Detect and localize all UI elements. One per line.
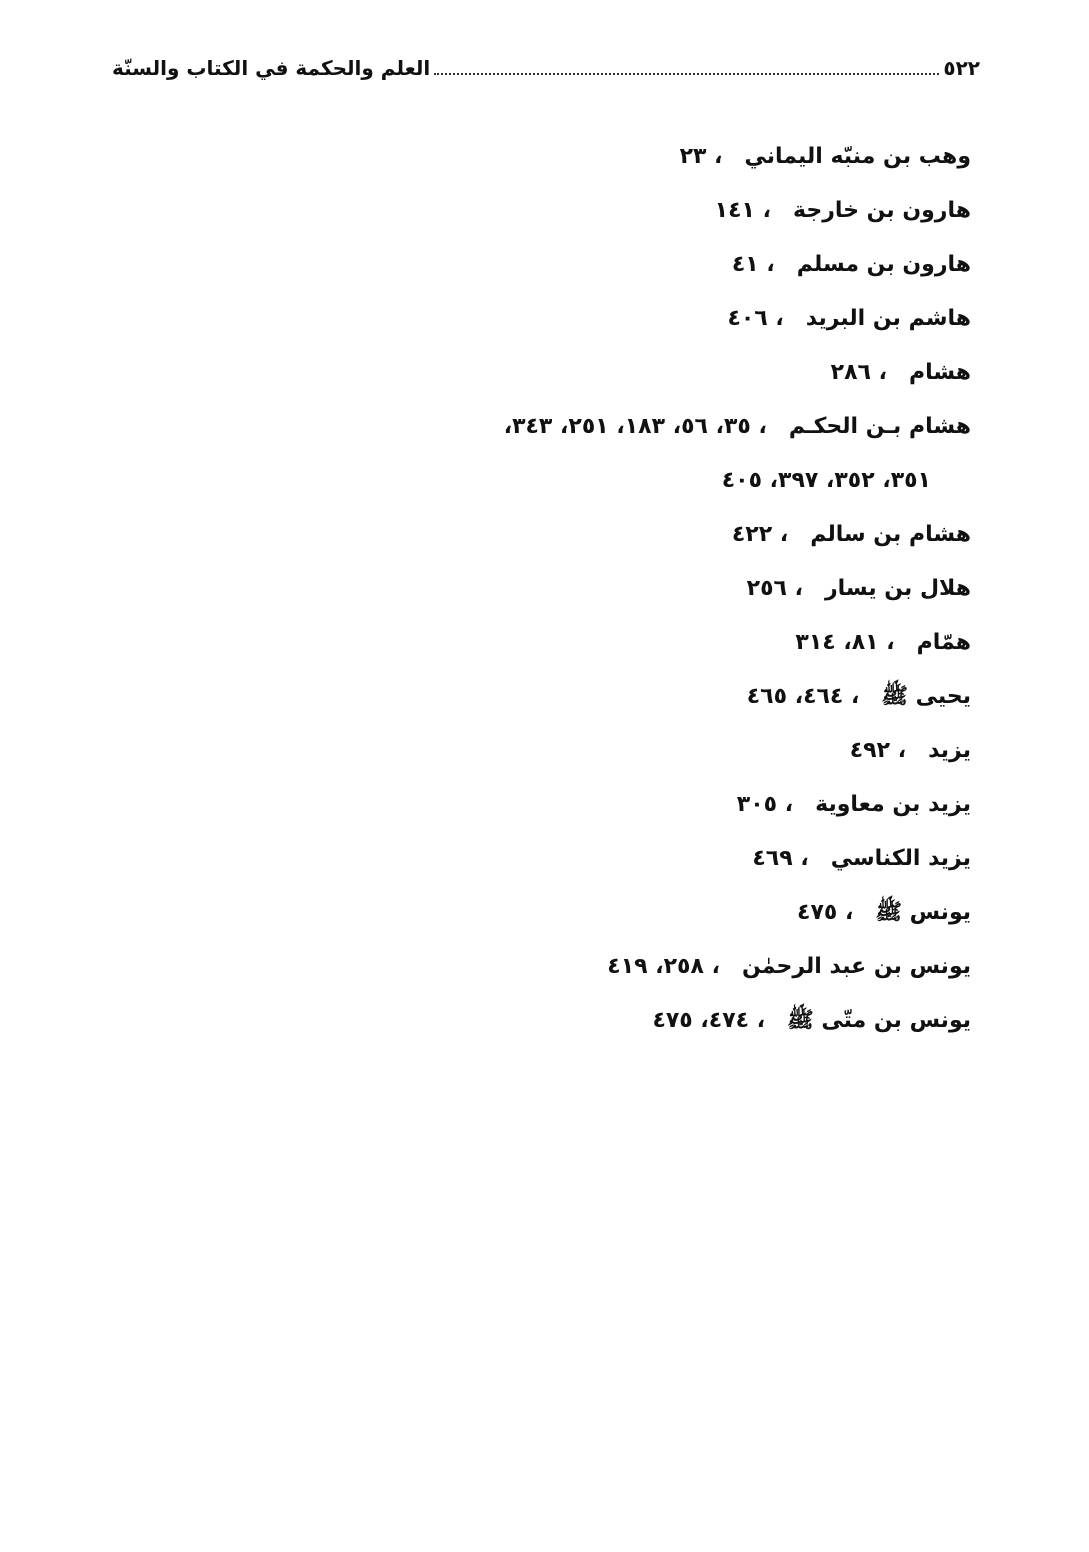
entry-pages: ، ٤٧٥: [797, 900, 854, 925]
index-entry: [511, 238, 971, 292]
entry-name: يونس بن متّى ﷺ: [787, 1008, 971, 1033]
entry-name: يزيد بن معاوية: [815, 792, 971, 817]
leader-dots: [434, 72, 939, 75]
entry-name: هشام بن سالم: [810, 522, 971, 547]
entry-pages: ، ٣٠٥: [736, 792, 794, 817]
entry-name: هشام: [908, 360, 971, 385]
entry-pages: ٣٥١، ٣٥٢، ٣٩٧، ٤٠٥: [721, 468, 931, 493]
index-entry: [511, 292, 971, 346]
entry-pages: ، ٤٩٢: [849, 738, 907, 763]
entry-pages: ، ٢٥٨، ٤١٩: [607, 954, 720, 979]
entry-pages: ، ٣٥، ٥٦، ١٨٣، ٢٥١، ٣٤٣،: [503, 414, 767, 439]
entry-name: هارون بن مسلم: [796, 252, 971, 277]
index-list: [503, 130, 971, 1048]
index-entry-continuation: [511, 454, 971, 508]
index-entry: [511, 778, 971, 832]
entry-name: وهب بن منبّه اليماني: [744, 144, 971, 169]
entry-pages: ، ٤١: [731, 252, 775, 277]
entry-pages: ، ٢٨٦: [830, 360, 887, 385]
index-entry: [511, 130, 971, 184]
index-entry: [511, 994, 971, 1048]
entry-pages: ، ٤٠٦: [727, 306, 784, 331]
index-entry: [511, 346, 971, 400]
index-entry: [503, 400, 971, 454]
entry-pages: ، ١٤١: [714, 198, 771, 223]
page-number: ٥٢٢: [943, 56, 980, 80]
entry-pages: ، ٢٥٦: [746, 576, 803, 601]
index-entry: [511, 724, 971, 778]
entry-name: يحيى ﷺ: [881, 684, 971, 709]
index-entry: [511, 940, 971, 994]
index-entry: [511, 184, 971, 238]
index-entry: [511, 670, 971, 724]
entry-name: يزيد الكناسي: [830, 846, 971, 871]
entry-name: يونس ﷺ: [875, 900, 971, 925]
entry-name: هارون بن خارجة: [793, 198, 971, 223]
book-title: العلم والحكمة في الكتاب والسنّة: [112, 56, 431, 80]
index-entry: [511, 616, 971, 670]
entry-pages: ، ٤٧٤، ٤٧٥: [652, 1008, 766, 1033]
running-header: [112, 56, 980, 92]
entry-pages: ، ٨١، ٣١٤: [795, 630, 895, 655]
index-entry: [511, 886, 971, 940]
index-entry: [511, 562, 971, 616]
entry-pages: ، ٤٦٤، ٤٦٥: [746, 684, 860, 709]
entry-pages: ، ٤٦٩: [752, 846, 809, 871]
entry-name: همّام: [916, 630, 971, 655]
index-entry: [511, 832, 971, 886]
entry-name: يونس بن عبد الرحمٰن: [741, 954, 971, 979]
entry-name: هشام بـن الحكـم: [788, 414, 971, 439]
index-entry: [511, 508, 971, 562]
entry-name: هلال بن يسار: [825, 576, 971, 601]
entry-pages: ، ٤٢٢: [731, 522, 789, 547]
entry-name: هاشم بن البريد: [805, 306, 971, 331]
entry-name: يزيد: [928, 738, 971, 763]
entry-pages: ، ٢٣: [679, 144, 723, 169]
